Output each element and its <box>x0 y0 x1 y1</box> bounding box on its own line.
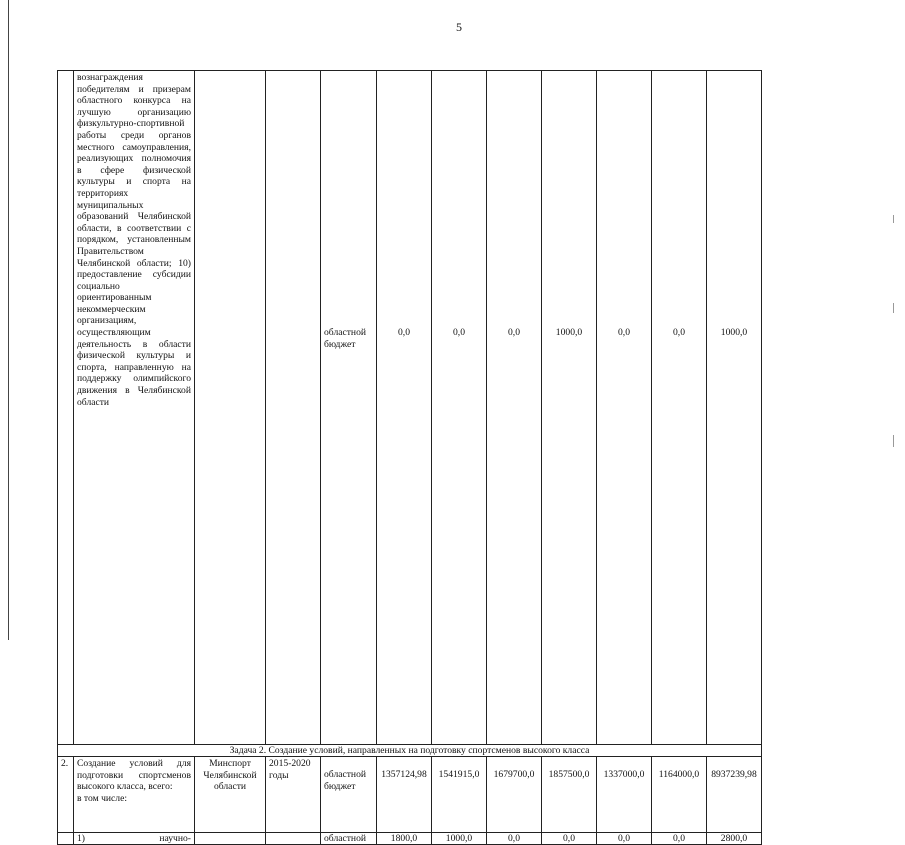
value-cell: 1357124,98 <box>377 757 432 833</box>
executor-cell: Минспорт Челябинской области <box>195 757 266 833</box>
executor-cell <box>195 833 266 845</box>
value-cell: 2800,0 <box>707 833 762 845</box>
value-cell: 1000,0 <box>542 71 597 745</box>
value-cell: 0,0 <box>597 71 652 745</box>
funding-source: областной <box>321 833 377 845</box>
measure-title: Создание условий для подготовки спортсменов высокого класса, всего: <box>77 758 191 793</box>
row-number-cell <box>58 833 74 845</box>
years-cell <box>266 833 321 845</box>
value-cell: 0,0 <box>432 71 487 745</box>
measure-description <box>74 757 195 833</box>
left-margin-rule <box>8 0 9 640</box>
row-number-cell <box>58 71 74 745</box>
value-cell: 1800,0 <box>377 833 432 845</box>
value-cell: 1337000,0 <box>597 757 652 833</box>
value-cell: 0,0 <box>377 71 432 745</box>
value-cell: 1164000,0 <box>652 757 707 833</box>
row-number-cell: 2. <box>58 757 74 833</box>
value-cell: 1679700,0 <box>487 757 542 833</box>
value-cell: 0,0 <box>487 71 542 745</box>
margin-mark <box>893 303 894 313</box>
years-cell <box>266 71 321 745</box>
measure-description: вознаграждения победителям и призерам областного конкурса на лучшую организацию физкультурно-спортивной работы среди органов местного самоуправления, реализующих полномочия в сфере физической культуры и спорта на территориях муниципальных образований Челябинской области, в соответствии с порядком, установленным Правительством Челябинской области; 10) предоставление субсидии социально ориентированным некоммерческим организациям, осуществляющим деятельность в области физической культуры и спорта, направленную на поддержку олимпийского движения в Челябинской области <box>74 71 195 745</box>
measure-description: 1) научно- <box>74 833 195 845</box>
table-row <box>58 71 762 745</box>
table-row <box>58 757 762 833</box>
table-row <box>58 833 762 845</box>
value-cell: 1000,0 <box>432 833 487 845</box>
measure-subtitle: в том числе: <box>77 792 128 804</box>
funding-source: областной бюджет <box>321 757 377 833</box>
page-number: 5 <box>456 20 462 34</box>
value-cell: 0,0 <box>597 833 652 845</box>
value-cell: 0,0 <box>542 833 597 845</box>
value-cell: 0,0 <box>652 71 707 745</box>
value-cell: 1857500,0 <box>542 757 597 833</box>
value-cell: 1541915,0 <box>432 757 487 833</box>
funding-source: областной бюджет <box>321 71 377 745</box>
margin-mark <box>893 435 894 447</box>
task-header-row <box>58 745 762 757</box>
task-title: Задача 2. Создание условий, направленных на подготовку спортсменов высокого класса <box>58 745 762 757</box>
value-cell: 8937239,98 <box>707 757 762 833</box>
years-cell: 2015-2020 годы <box>266 757 321 833</box>
executor-cell <box>195 71 266 745</box>
margin-mark <box>893 215 894 223</box>
program-table <box>57 70 762 845</box>
value-cell: 0,0 <box>487 833 542 845</box>
value-cell: 1000,0 <box>707 71 762 745</box>
value-cell: 0,0 <box>652 833 707 845</box>
